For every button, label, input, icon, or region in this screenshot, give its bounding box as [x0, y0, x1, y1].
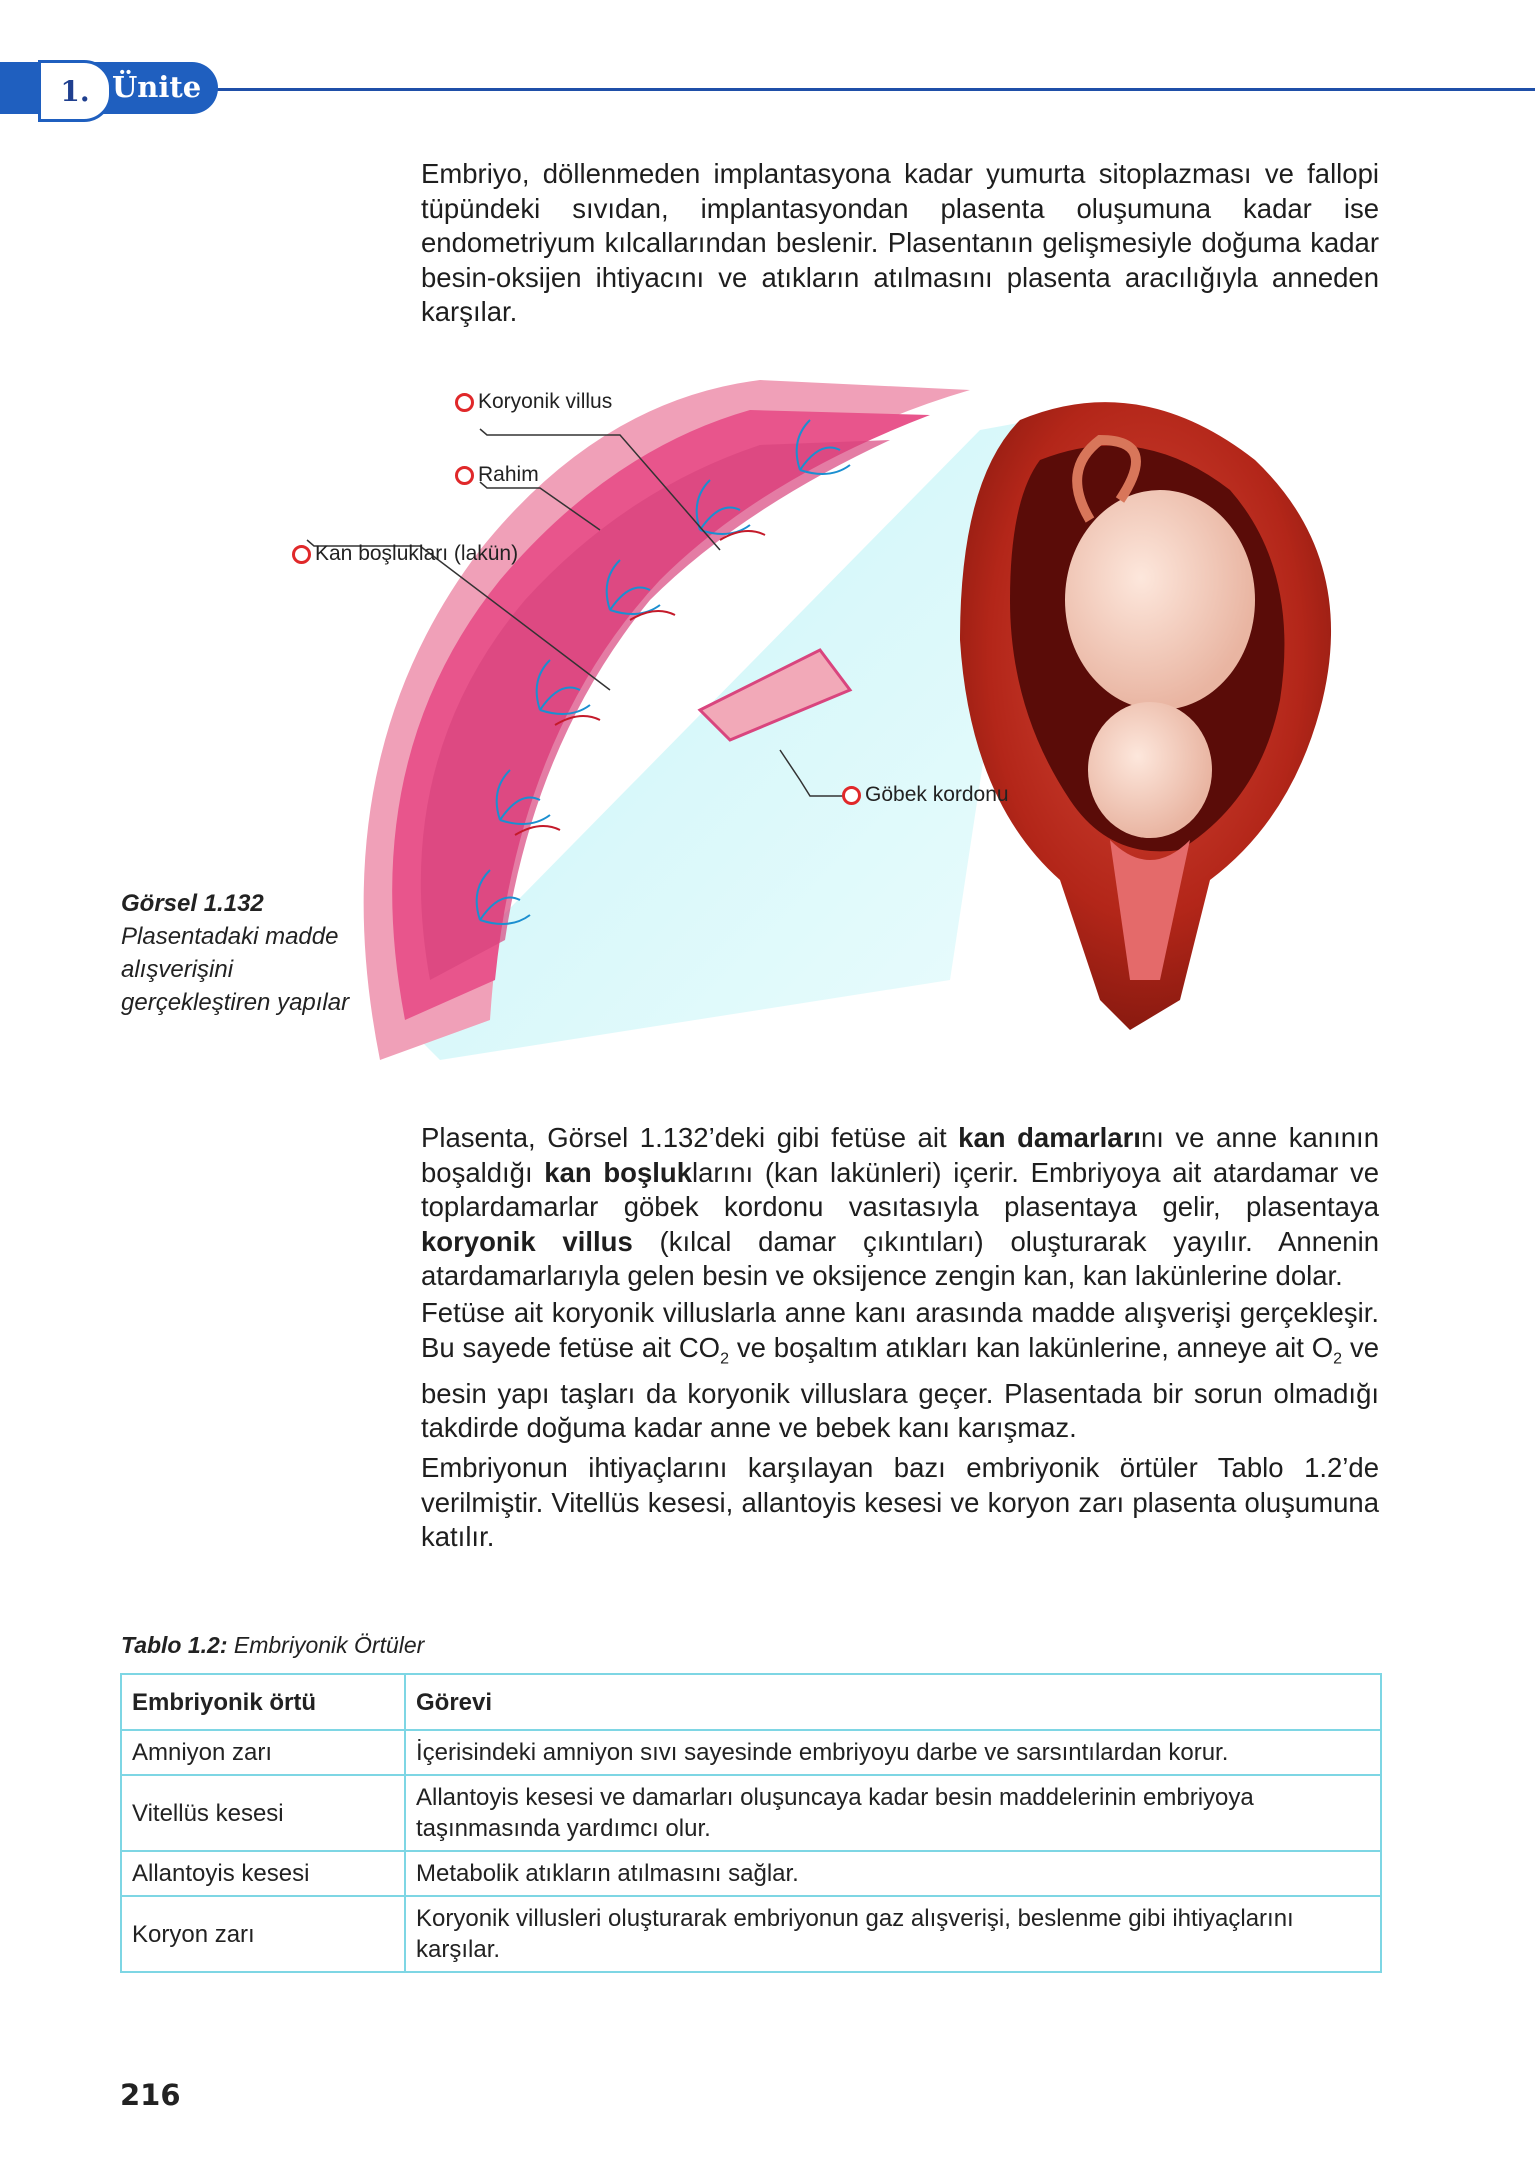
- table-row: [121, 1730, 1381, 1775]
- subscript: 2: [720, 1350, 729, 1367]
- label-kan-bosluklari: [292, 542, 518, 566]
- label-rahim: [455, 463, 539, 487]
- label-marker-icon: [842, 786, 861, 805]
- table-cell-function: Allantoyis kesesi ve damarları oluşuncaya kadar besin maddelerinin embriyoya taşınmasında yardımcı olur.: [405, 1775, 1381, 1851]
- unit-badge: [0, 62, 218, 114]
- table-row: [121, 1775, 1381, 1851]
- paragraph-intro: Embriyo, döllenmeden implantasyona kadar yumurta sitoplazması ve fallopi tüpündeki sıvıdan, implantasyondan plasenta oluşumuna kadar ise endometriyum kılcallarından beslenir. Plasentanın gelişmesiyle doğuma kadar besin-oksijen ihtiyacını ve atıkların atılmasını plasenta aracılığıyla anneden karşılar.: [421, 158, 1379, 327]
- table-cell-function: İçerisindeki amniyon sıvı sayesinde embriyoyu darbe ve sarsıntılardan korur.: [405, 1730, 1381, 1775]
- table-header-cell: Embriyonik örtü: [121, 1674, 405, 1730]
- figure-caption: [121, 887, 381, 1019]
- figure-caption-title: Görsel 1.132: [121, 890, 264, 917]
- text-run: (kılcal damar çıkıntıları) oluşturarak yayılır. Annenin atardamarlarıyla gelen besin ve oksijence zengin kan, kan lakünlerine dolar.: [421, 1225, 1379, 1291]
- label-text: Göbek kordonu: [865, 783, 1009, 806]
- paragraph-membranes: Embriyonun ihtiyaçlarını karşılayan bazı embriyonik örtüler Tablo 1.2’de verilmiştir. Vitellüs kesesi, allantoyis kesesi ve koryon zarı plasenta oluşumuna katılır.: [421, 1452, 1379, 1552]
- label-marker-icon: [455, 393, 474, 412]
- table-cell-name: Vitellüs kesesi: [121, 1775, 405, 1851]
- label-text: Koryonik villus: [478, 390, 613, 413]
- label-leader-lines: [280, 380, 1400, 1060]
- table-header-cell: Görevi: [405, 1674, 1381, 1730]
- table-cell-name: Amniyon zarı: [121, 1730, 405, 1775]
- text-run: larını (kan lakünleri) içerir. Embriyoya ait atardamar ve toplardamarlar göbek kordonu vasıtasıyla plasentaya gelir, plasentaya: [421, 1156, 1379, 1222]
- table-header-row: [121, 1674, 1381, 1730]
- table-cell-function: Metabolik atıkların atılmasını sağlar.: [405, 1851, 1381, 1896]
- table-caption-title: Embriyonik Örtüler: [233, 1632, 425, 1658]
- subscript: 2: [1333, 1350, 1343, 1367]
- text-run: Fetüse ait koryonik villuslarla anne kanı arasında madde alışverişi gerçekleşir. Bu sayede fetüse ait: [421, 1297, 1379, 1363]
- bold-term: kan damarları: [958, 1122, 1141, 1153]
- table-cell-function: Koryonik villusleri oluşturarak embriyonun gaz alışverişi, beslenme gibi ihtiyaçlarını karşılar.: [405, 1896, 1381, 1972]
- unit-label: Ünite: [112, 70, 202, 104]
- table-cell-name: Koryon zarı: [121, 1896, 405, 1972]
- figure-caption-text: Plasentadaki madde alışverişini gerçekleştiren yapılar: [121, 923, 350, 1016]
- label-gobek-kordonu: [842, 783, 1009, 807]
- text-run: ve boşaltım atıkları kan lakünlerine, anneye ait: [728, 1331, 1312, 1363]
- text-run: ve besin yapı taşları da koryonik villuslara geçer. Plasentada bir sorun olmadığı takdirde doğuma kadar anne ve bebek kanı karışmaz.: [421, 1331, 1380, 1443]
- text-run: Plasenta, Görsel 1.132’deki gibi fetüse ait: [421, 1122, 959, 1153]
- label-text: Rahim: [478, 463, 539, 486]
- chem-formula: O: [1311, 1331, 1334, 1363]
- chem-formula: CO: [678, 1331, 721, 1363]
- unit-number: 1.: [38, 60, 112, 122]
- bold-term: kan boşluk: [544, 1156, 692, 1188]
- label-marker-icon: [292, 545, 311, 564]
- placenta-figure: [280, 380, 1400, 1060]
- label-koryonik-villus: [455, 390, 612, 414]
- page-number: 216: [120, 2078, 181, 2112]
- bold-term: koryonik villus: [421, 1225, 633, 1257]
- paragraph-placenta: [421, 1121, 1379, 1294]
- label-text: Kan boşlukları (lakün): [315, 542, 519, 565]
- table-caption-label: Tablo 1.2:: [121, 1632, 228, 1658]
- table-cell-name: Allantoyis kesesi: [121, 1851, 405, 1896]
- label-marker-icon: [455, 466, 474, 485]
- text-run: nı ve anne kanının boşaldığı: [421, 1122, 1379, 1188]
- paragraph-exchange: [421, 1296, 1379, 1446]
- table-row: [121, 1851, 1381, 1896]
- table-caption: [121, 1632, 424, 1659]
- embryonic-membranes-table: [120, 1673, 1382, 1973]
- header-rule: [175, 88, 1535, 91]
- table-row: [121, 1896, 1381, 1972]
